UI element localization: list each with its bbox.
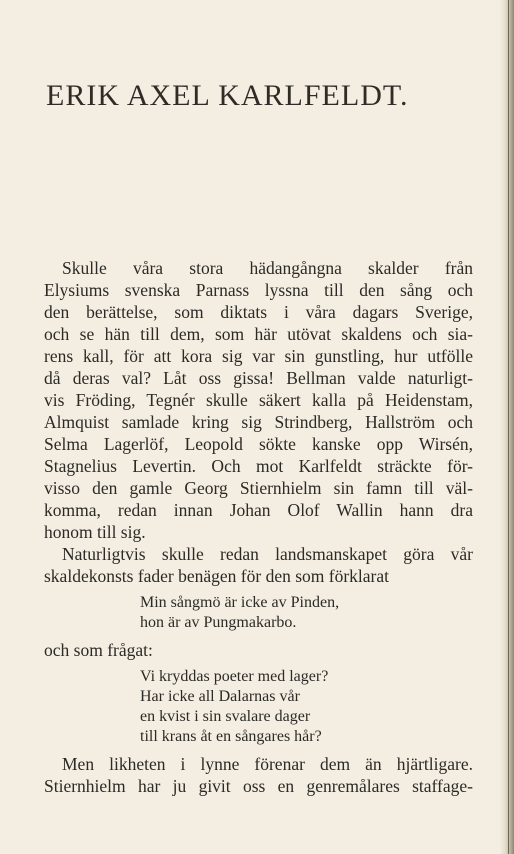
text-line: Almquist samlade kring sig Strindberg, Hallström och [44,412,473,432]
verse-line: Har icke all Dalarnas vår [140,688,300,705]
text-line: Naturligtvis skulle redan landsmanskapet göra vår [62,544,473,564]
verse-line: en kvist i sin svalare dager [140,708,311,725]
verse-quote-2 [44,667,473,747]
verse-line: till krans åt en sångares hår? [140,728,322,745]
page-body [44,257,473,797]
text-line: Stiernhielm har ju givit oss en genremålares staffage- [44,776,473,796]
book-page-edge [500,0,514,854]
text-line: rens kall, för att kora sig var sin gunstling, hur utfölle [44,346,473,366]
text-line: och se hän till dem, som här utövat skaldens och sia- [44,324,473,344]
text-line: honom till sig. [44,522,146,542]
text-line: Stagnelius Levertin. Och mot Karlfeldt sträckte för- [44,456,473,476]
text-line: Men likheten i lynne förenar dem än hjärtligare. [62,754,473,774]
text-line: den berättelse, som diktats i våra dagars Sverige, [44,302,473,322]
text-line: och som frågat: [44,640,153,660]
paragraph-1 [44,257,473,543]
text-line: Selma Lagerlöf, Leopold sökte kanske opp Wirsén, [44,434,473,454]
text-line: då deras val? Låt oss gissa! Bellman valde naturligt- [44,368,473,388]
connector-line [44,639,473,661]
verse-quote-1 [44,593,473,633]
paragraph-3 [44,753,473,797]
text-line: vis Fröding, Tegnér skulle säkert kalla på Heidenstam, [44,390,473,410]
text-line: skaldekonsts fader benägen för den som förklarat [44,566,390,586]
text-line: komma, redan innan Johan Olof Wallin hann dra [44,500,473,520]
paragraph-2 [44,543,473,587]
verse-line: Min sångmö är icke av Pinden, [140,594,340,611]
text-line: Skulle våra stora hädangångna skalder från [62,258,473,278]
text-line: Elysiums svenska Parnass lyssna till den sång och [44,280,473,300]
chapter-heading: ERIK AXEL KARLFELDT. [46,79,409,112]
text-line: visso den gamle Georg Stiernhielm sin famn till väl- [44,478,473,498]
verse-line: hon är av Pungmakarbo. [140,614,297,631]
verse-line: Vi kryddas poeter med lager? [140,668,329,685]
